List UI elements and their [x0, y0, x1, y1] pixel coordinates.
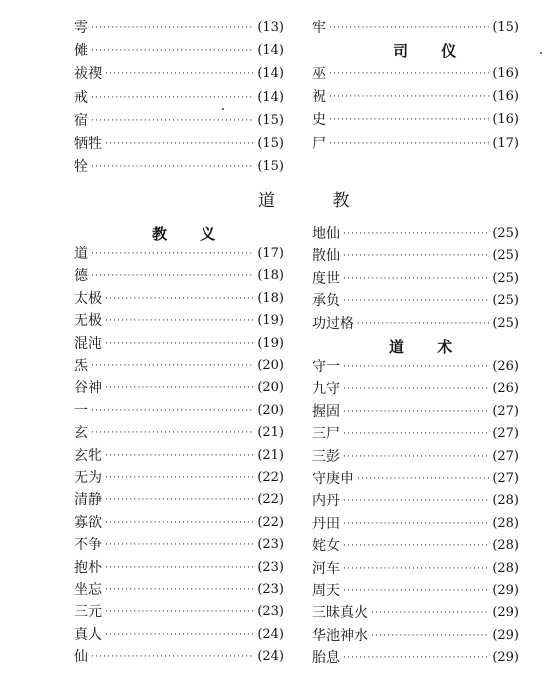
index-term: 九守	[312, 381, 340, 398]
index-term: 华池神水	[312, 627, 368, 644]
index-entry	[74, 88, 284, 108]
page-number: (26)	[492, 359, 519, 374]
page-number: (14)	[257, 89, 284, 105]
page-number: (15)	[257, 159, 284, 175]
index-term: 度世	[312, 270, 340, 287]
index-term: 道	[74, 246, 88, 262]
dot-leader	[343, 291, 489, 311]
dot-leader	[91, 356, 254, 376]
dot-leader	[371, 626, 489, 646]
index-entry	[74, 378, 284, 398]
dot-leader	[343, 514, 489, 534]
index-term: 仙	[74, 649, 88, 666]
index-entry	[312, 269, 519, 289]
page-number: (14)	[257, 66, 284, 82]
dot-leader	[329, 110, 489, 130]
index-entry	[312, 357, 519, 377]
dot-leader	[105, 625, 254, 645]
page-number: (28)	[492, 493, 519, 509]
index-term: 德	[74, 268, 88, 285]
page-number: (25)	[492, 315, 519, 331]
dot-leader	[343, 581, 489, 601]
dot-leader	[343, 648, 489, 668]
index-entry	[312, 379, 519, 399]
dot-leader	[343, 357, 489, 377]
dot-leader	[91, 111, 254, 131]
page-number: (24)	[257, 649, 284, 665]
section-heading-daojiao: 道 教	[258, 191, 376, 211]
page-number: (20)	[257, 402, 284, 418]
page-number: (19)	[257, 335, 284, 351]
index-entry	[312, 246, 519, 266]
dot-leader	[105, 446, 254, 466]
dot-leader	[329, 134, 489, 154]
index-entry	[74, 356, 284, 376]
index-term: 丹田	[312, 515, 340, 532]
index-term: 周天	[312, 583, 340, 599]
index-entry	[74, 647, 284, 667]
index-term: 牢	[312, 20, 326, 36]
index-entry	[312, 536, 519, 556]
index-term: 宿	[74, 112, 88, 129]
index-term: 寡欲	[74, 514, 102, 531]
dot-leader	[105, 64, 254, 84]
dot-leader	[105, 513, 254, 533]
index-entry	[74, 289, 284, 309]
index-entry	[74, 446, 284, 466]
index-entry	[312, 402, 519, 422]
index-entry	[74, 580, 284, 600]
dot-leader	[343, 559, 489, 579]
index-term: 姹女	[312, 538, 340, 555]
index-entry	[312, 424, 519, 444]
index-term: 守一	[312, 359, 340, 375]
index-entry	[312, 581, 519, 601]
dot-leader	[343, 402, 489, 422]
index-entry	[74, 535, 284, 555]
index-term: 坐忘	[74, 582, 102, 598]
dot-leader	[91, 41, 254, 61]
page-number: (20)	[257, 358, 284, 373]
page-number: (19)	[257, 313, 284, 329]
page-number: (15)	[257, 136, 284, 151]
page-number: (27)	[492, 403, 519, 419]
index-entry	[312, 87, 519, 107]
dot-leader	[343, 224, 489, 244]
page-number: (25)	[492, 270, 519, 286]
index-term: 承负	[312, 293, 340, 310]
index-entry	[74, 558, 284, 578]
dot-leader	[343, 379, 489, 399]
index-term: 炁	[74, 358, 88, 374]
dot-leader	[357, 469, 489, 489]
index-term: 雩	[74, 20, 88, 36]
index-term: 尸	[312, 135, 326, 152]
dot-leader	[343, 491, 489, 511]
dot-leader	[105, 134, 254, 154]
index-term: 真人	[74, 626, 102, 643]
dot-leader	[91, 18, 254, 38]
index-term: 清静	[74, 492, 102, 509]
index-term: 河车	[312, 560, 340, 577]
index-entry	[312, 134, 519, 154]
index-term: 地仙	[312, 226, 340, 242]
index-term: 三彭	[312, 448, 340, 465]
page-number: (22)	[257, 470, 284, 485]
dot-leader	[105, 602, 254, 622]
dot-leader	[105, 468, 254, 488]
page-number: (29)	[492, 583, 519, 598]
page-number: (28)	[492, 560, 519, 576]
dot-leader	[105, 490, 254, 510]
index-term: 内丹	[312, 493, 340, 510]
index-entry	[74, 244, 284, 264]
dot-leader	[105, 334, 254, 354]
index-term: 祝	[312, 89, 326, 106]
index-term: 混沌	[74, 335, 102, 352]
index-term: 不争	[74, 537, 102, 554]
index-term: 胎息	[312, 650, 340, 667]
page-number: (16)	[492, 89, 519, 105]
subsection-heading-jiaoyi: 教 义	[152, 225, 230, 243]
page-number: (16)	[492, 66, 519, 81]
index-entry	[74, 334, 284, 354]
index-entry	[312, 559, 519, 579]
page-number: (13)	[257, 20, 284, 35]
index-term: 握固	[312, 403, 340, 420]
index-term: 太极	[74, 290, 102, 307]
page-number: (23)	[257, 559, 284, 575]
index-entry	[74, 64, 284, 84]
index-term: 史	[312, 112, 326, 129]
index-entry	[312, 626, 519, 646]
dot-leader	[91, 647, 254, 667]
index-term: 无为	[74, 470, 102, 486]
index-entry	[312, 291, 519, 311]
page-number: (27)	[492, 426, 519, 442]
section-heading-siyi: 司 仪	[393, 42, 471, 60]
page-number: (20)	[257, 380, 284, 396]
index-entry	[74, 625, 284, 645]
index-term: 抱朴	[74, 559, 102, 576]
index-term: 玄	[74, 425, 88, 442]
index-term: 谷神	[74, 380, 102, 397]
page-number: (23)	[257, 604, 284, 620]
index-term: 牷	[74, 159, 88, 176]
page-number: (27)	[492, 448, 519, 464]
page-number: (14)	[257, 43, 284, 59]
dot-leader	[105, 378, 254, 398]
page-number: (29)	[492, 605, 519, 621]
page-number: (28)	[492, 538, 519, 554]
page-number: (18)	[257, 268, 284, 284]
page-number: (15)	[257, 112, 284, 128]
index-term: 守庚申	[312, 471, 354, 487]
dot-leader	[91, 266, 254, 286]
index-term: 散仙	[312, 248, 340, 265]
index-term: 巫	[312, 66, 326, 82]
print-speck	[222, 108, 224, 110]
index-entry	[312, 603, 519, 623]
index-entry	[74, 311, 284, 331]
dot-leader	[343, 246, 489, 266]
index-entry	[74, 468, 284, 488]
dot-leader	[105, 289, 254, 309]
dot-leader	[105, 535, 254, 555]
index-entry	[312, 514, 519, 534]
dot-leader	[91, 423, 254, 443]
page-number: (23)	[257, 537, 284, 553]
page-number: (15)	[492, 20, 519, 35]
index-term: 牺牲	[74, 136, 102, 152]
dot-leader	[329, 87, 489, 107]
page-number: (22)	[257, 492, 284, 508]
dot-leader	[329, 18, 489, 38]
dot-leader	[105, 311, 254, 331]
index-entry	[74, 513, 284, 533]
page-number: (17)	[257, 246, 284, 261]
dot-leader	[105, 580, 254, 600]
page-number: (26)	[492, 381, 519, 397]
index-term: 戒	[74, 89, 88, 106]
dot-leader	[343, 424, 489, 444]
dot-leader	[371, 603, 489, 623]
index-entry	[74, 18, 284, 38]
page-number: (25)	[492, 293, 519, 309]
index-entry	[312, 491, 519, 511]
index-term: 三尸	[312, 426, 340, 443]
dot-leader	[91, 88, 254, 108]
index-term: 功过格	[312, 315, 354, 332]
page-number: (23)	[257, 582, 284, 597]
index-entry	[312, 224, 519, 244]
page-number: (25)	[492, 248, 519, 264]
page-number: (22)	[257, 514, 284, 530]
page-number: (21)	[257, 447, 284, 463]
subsection-heading-daoshu: 道 术	[389, 338, 467, 356]
dot-leader	[91, 157, 254, 177]
page-number: (29)	[492, 650, 519, 666]
index-term: 无极	[74, 313, 102, 330]
page-number: (16)	[492, 112, 519, 128]
index-entry	[312, 110, 519, 130]
dot-leader	[329, 64, 489, 84]
index-entry	[312, 447, 519, 467]
index-entry	[74, 134, 284, 154]
page-number: (29)	[492, 627, 519, 643]
page-number: (25)	[492, 226, 519, 241]
page-number: (27)	[492, 471, 519, 486]
index-term: 祓禊	[74, 66, 102, 83]
index-entry	[312, 469, 519, 489]
index-entry	[312, 64, 519, 84]
page-number: (18)	[257, 290, 284, 306]
index-entry	[74, 401, 284, 421]
dot-leader	[91, 401, 254, 421]
index-entry	[74, 266, 284, 286]
dot-leader	[343, 269, 489, 289]
dot-leader	[91, 244, 254, 264]
dot-leader	[357, 314, 489, 334]
index-entry	[312, 314, 519, 334]
index-term: 三昧真火	[312, 605, 368, 622]
index-term: 玄牝	[74, 447, 102, 464]
index-term: 三元	[74, 604, 102, 621]
index-entry	[74, 111, 284, 131]
index-entry	[74, 602, 284, 622]
index-entry	[312, 18, 519, 38]
page-number: (24)	[257, 626, 284, 642]
print-speck	[540, 52, 542, 54]
index-entry	[74, 157, 284, 177]
page-number: (21)	[257, 425, 284, 441]
index-entry	[74, 41, 284, 61]
index-entry	[312, 648, 519, 668]
index-entry	[74, 490, 284, 510]
index-term: 傩	[74, 43, 88, 60]
dot-leader	[343, 536, 489, 556]
dot-leader	[105, 558, 254, 578]
index-term: 一	[74, 402, 88, 419]
index-entry	[74, 423, 284, 443]
page-number: (28)	[492, 515, 519, 531]
page-number: (17)	[492, 135, 519, 151]
dot-leader	[343, 447, 489, 467]
